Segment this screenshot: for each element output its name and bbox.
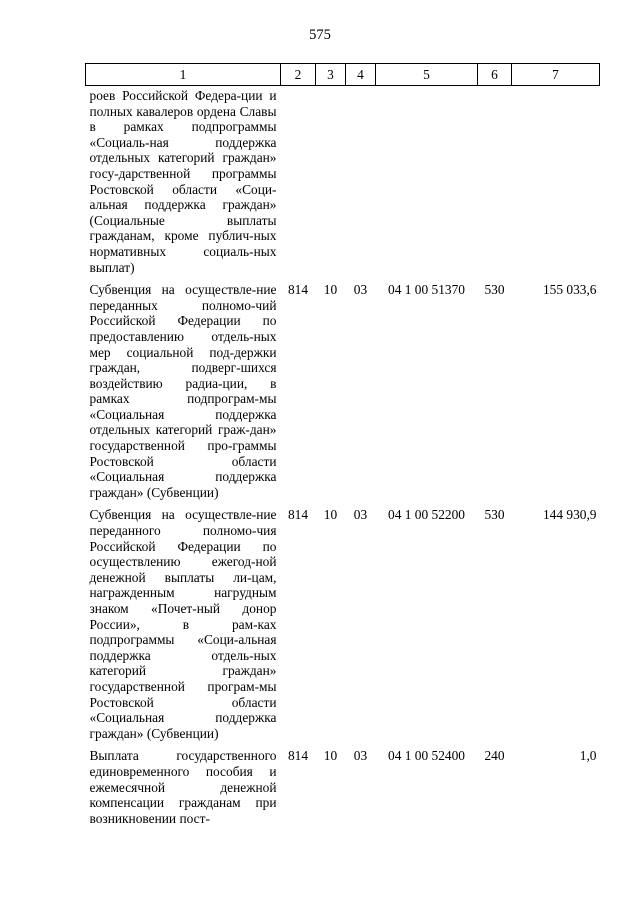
ministry-code: 814 [287,748,309,764]
target-article-code: 04 1 00 51370 [388,282,465,298]
section-code: 10 [323,748,338,764]
amount [512,86,600,276]
table-row [86,86,600,276]
amount: 144 930,9 [542,507,597,523]
subsection-code: 03 [353,748,368,764]
expense-type-code: 530 [484,282,505,298]
table-row [86,500,600,741]
subsection-code [346,86,376,276]
ministry-code: 814 [287,507,309,523]
subsection-code: 03 [353,507,368,523]
row-description: Субвенция на осуществле-ние переданных полномо-чий Российской Федерации по предоставлению отдель-ных мер социальной под-держки граждан, подверг-шихся воздействию радиа-ции, в рамках подпрограм-мы «Социальная поддержка отдельных категорий граж-дан» государственной про-граммы Ростовской области «Социальная поддержка граждан» (Субвенции) [89,282,277,500]
expense-type-code: 240 [484,748,505,764]
row-description: Выплата государственного единовременного пособия и ежемесячной денежной компенсации гражданам при возникновении пост- [89,748,277,826]
section-code [316,86,346,276]
amount: 155 033,6 [542,282,597,298]
ministry-code: 814 [287,282,309,298]
section-code: 10 [323,507,338,523]
target-article-code [376,86,478,276]
column-header-6: 6 [478,64,512,86]
column-header-4: 4 [346,64,376,86]
column-header-3: 3 [316,64,346,86]
column-header-1: 1 [86,64,281,86]
column-header-5: 5 [376,64,478,86]
table-row [86,741,600,826]
table-header-row [86,64,600,86]
column-header-2: 2 [281,64,316,86]
budget-table [85,63,600,826]
column-header-7: 7 [512,64,600,86]
expense-type-code: 530 [484,507,505,523]
target-article-code: 04 1 00 52400 [388,748,465,764]
table-row [86,275,600,500]
row-description: роев Российской Федера-ции и полных кавалеров ордена Славы в рамках подпрограммы «Социаль-ная поддержка отдельных категорий граждан» госу-дарственной программы Ростовской области «Соци-альная поддержка граждан» (Социальные выплаты гражданам, кроме публич-ных нормативных социаль-ных выплат) [89,88,277,275]
amount: 1,0 [579,748,597,764]
section-code: 10 [323,282,338,298]
ministry-code [281,86,316,276]
subsection-code: 03 [353,282,368,298]
expense-type-code [478,86,512,276]
page-number: 575 [309,27,331,43]
target-article-code: 04 1 00 52200 [388,507,465,523]
row-description: Субвенция на осуществле-ние переданного полномо-чия Российской Федерации по осуществлению ежегод-ной денежной выплаты ли-цам, награжденным нагрудным знаком «Почет-ный донор России», в рам-ках подпрограммы «Соци-альная поддержка отдель-ных категорий граждан» государственной програм-мы Ростовской области «Социальная поддержка граждан» (Субвенции) [89,507,277,741]
